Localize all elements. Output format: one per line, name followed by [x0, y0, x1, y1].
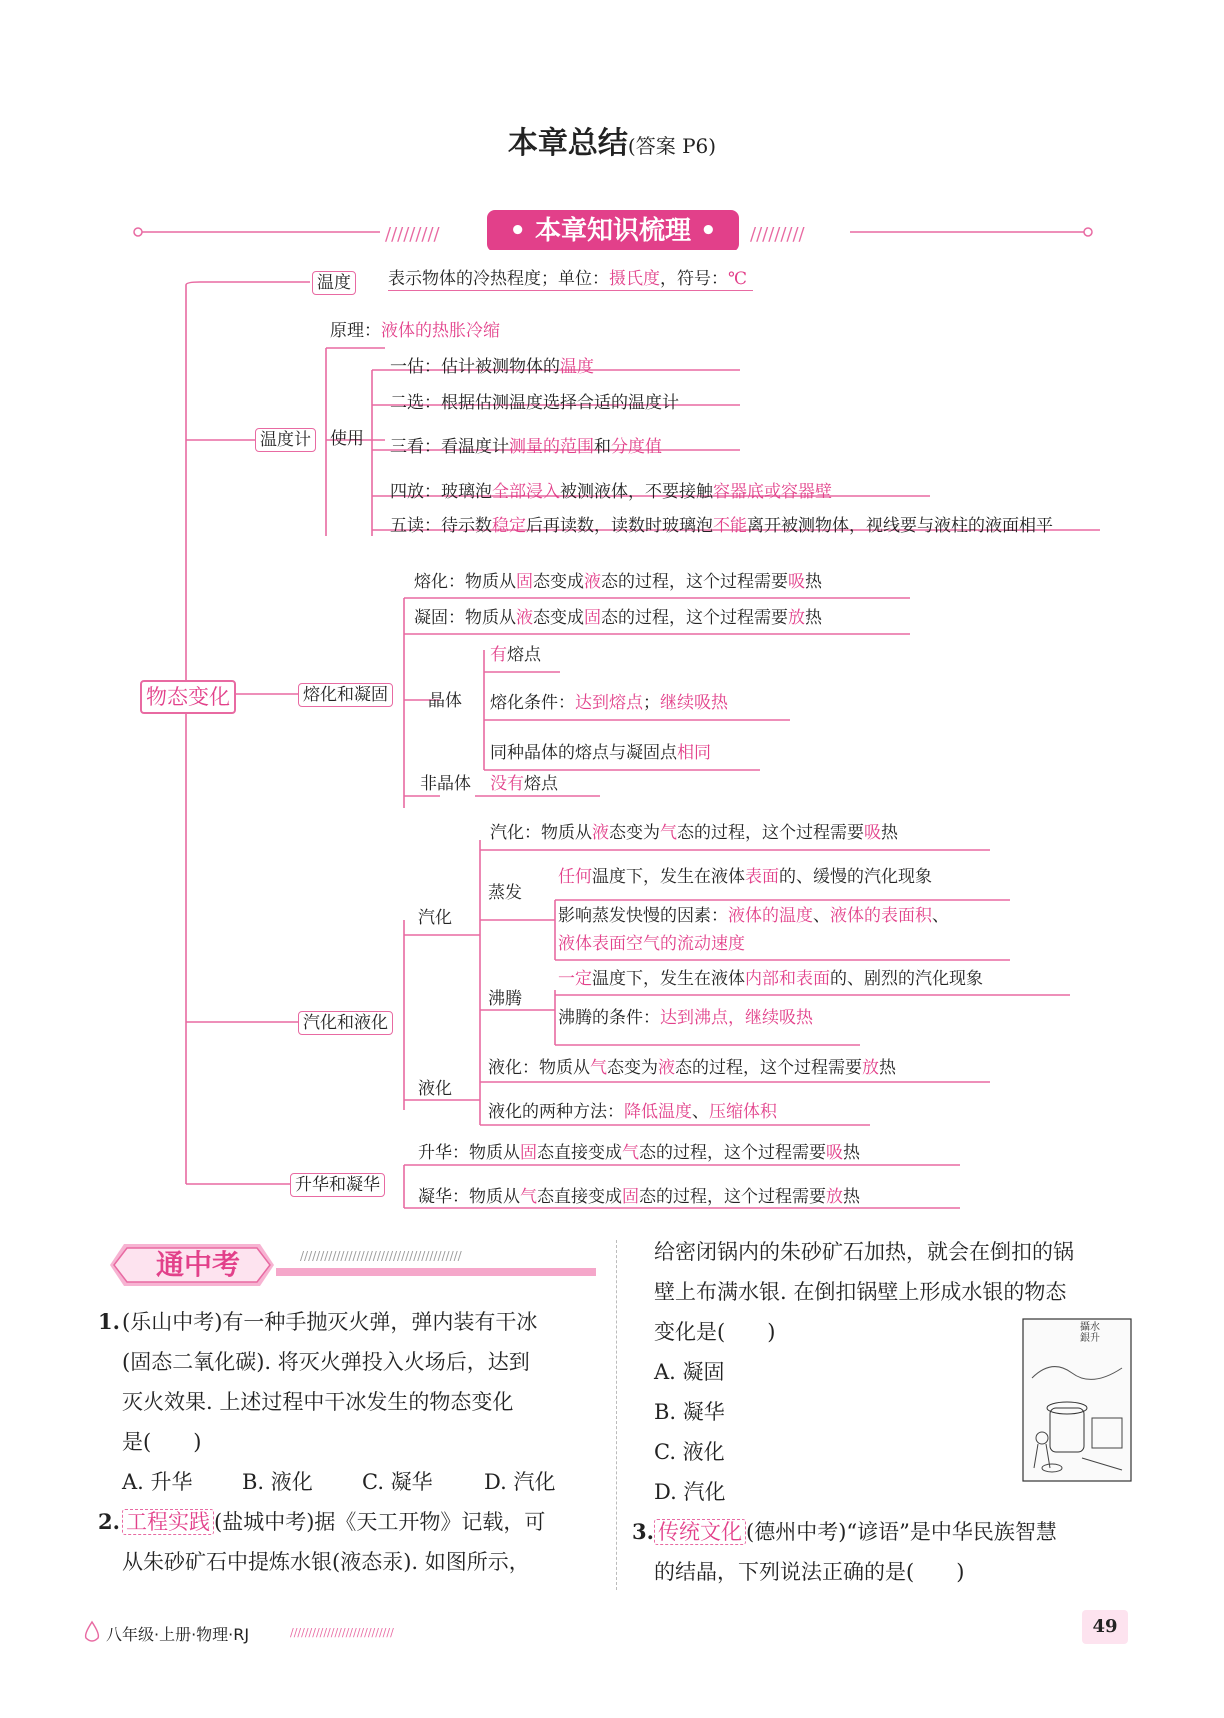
sublimation-def: 升华：物质从固态直接变成气态的过程，这个过程需要吸热	[418, 1143, 860, 1163]
q1-option-a[interactable]: A. 升华	[122, 1470, 193, 1494]
page-title: 本章总结(答案 P6)	[507, 126, 717, 161]
page-number: 49	[1082, 1610, 1128, 1644]
node-sublimation-deposition: 升华和凝华	[290, 1173, 385, 1197]
q3-line1: 传统文化 (德州中考)“谚语”是中华民族智慧	[654, 1512, 1057, 1552]
temperature-desc: 表示物体的冷热程度；单位：摄氏度，符号：℃	[388, 268, 753, 291]
melting-def: 熔化：物质从固态变成液态的过程，这个过程需要吸热	[414, 572, 822, 592]
thermometer-step5: 五读：待示数稳定后再读数，读数时玻璃泡不能离开被测物体，视线要与液柱的液面相平	[390, 516, 1053, 536]
q1-line3: 灭火效果. 上述过程中干冰发生的物态变化	[122, 1390, 514, 1414]
q1-line2: (固态二氧化碳). 将灭火弹投入火场后，达到	[122, 1350, 530, 1374]
q2-option-c[interactable]: C. 液化	[654, 1440, 725, 1464]
solidification-def: 凝固：物质从液态变成固态的过程，这个过程需要放热	[414, 608, 822, 628]
evaporation-def: 任何温度下，发生在液体表面的、缓慢的汽化现象	[558, 867, 932, 887]
q2-line5: 变化是( )	[654, 1320, 776, 1344]
thermometer-step2: 二选：根据估测温度选择合适的温度计	[390, 393, 679, 413]
liquefaction-methods: 液化的两种方法：降低温度、压缩体积	[488, 1102, 777, 1122]
q1-option-d[interactable]: D. 汽化	[484, 1470, 556, 1494]
root-node: 物态变化	[140, 680, 236, 714]
noncrystal-point: 没有熔点	[490, 774, 558, 794]
evaporation-factor3: 液体表面空气的流动速度	[558, 934, 745, 954]
q2-line4: 壁上布满水银. 在倒扣锅壁上形成水银的物态	[654, 1280, 1067, 1304]
q1-option-c[interactable]: C. 凝华	[362, 1470, 433, 1494]
boiling-label: 沸腾	[488, 989, 522, 1009]
crystal-label: 晶体	[428, 691, 462, 711]
thermometer-step4: 四放：玻璃泡全部浸入被测液体，不要接触容器底或容器壁	[390, 482, 832, 502]
exam-banner: 通中考	[155, 1248, 240, 1281]
node-temperature: 温度	[312, 271, 356, 295]
vaporization-label: 汽化	[418, 908, 452, 928]
q2-line3: 给密闭锅内的朱砂矿石加热，就会在倒扣的锅	[654, 1240, 1074, 1264]
vaporization-def: 汽化：物质从液态变为气态的过程，这个过程需要吸热	[490, 823, 898, 843]
mercury-extraction-illustration	[1022, 1318, 1132, 1482]
q2-number: 2.	[98, 1509, 120, 1534]
liquefaction-def: 液化：物质从气态变为液态的过程，这个过程需要放热	[488, 1058, 896, 1078]
thermometer-step1: 一估：估计被测物体的温度	[390, 357, 594, 377]
footer-book: 八年级·上册·物理·RJ	[106, 1625, 250, 1644]
crystal-point3: 同种晶体的熔点与凝固点相同	[490, 743, 711, 763]
boiling-condition: 沸腾的条件：达到沸点，继续吸热	[558, 1008, 813, 1028]
q2-option-d[interactable]: D. 汽化	[654, 1480, 726, 1504]
q1-line4: 是( )	[122, 1430, 202, 1454]
thermometer-principle: 原理：液体的热胀冷缩	[330, 321, 500, 341]
deposition-def: 凝华：物质从气态直接变成固态的过程，这个过程需要放热	[418, 1187, 860, 1207]
thermometer-use: 使用	[330, 429, 364, 449]
q1-line1: (乐山中考)有一种手抛灭火弹，弹内装有干冰	[122, 1310, 538, 1334]
q3-number: 3.	[632, 1519, 654, 1544]
evaporation-factors: 影响蒸发快慢的因素：液体的温度、液体的表面积、	[558, 906, 949, 926]
evaporation-label: 蒸发	[488, 883, 522, 903]
crystal-point2: 熔化条件：达到熔点；继续吸热	[490, 693, 728, 713]
noncrystal-label: 非晶体	[420, 774, 471, 794]
q2-option-b[interactable]: B. 凝华	[654, 1400, 725, 1424]
q2-line1: 工程实践 (盐城中考)据《天工开物》记载，可	[122, 1502, 545, 1542]
node-thermometer: 温度计	[255, 428, 316, 452]
q2-option-a[interactable]: A. 凝固	[654, 1360, 725, 1384]
node-vaporization-liquefaction: 汽化和液化	[298, 1011, 393, 1035]
q1-option-b[interactable]: B. 液化	[242, 1470, 313, 1494]
footer-drop-icon	[82, 1620, 102, 1644]
boiling-def: 一定温度下，发生在液体内部和表面的、剧烈的汽化现象	[558, 969, 983, 989]
q1-number: 1.	[98, 1309, 120, 1334]
thermometer-step3: 三看：看温度计测量的范围和分度值	[390, 437, 662, 457]
svg-text://///////: /////////	[385, 224, 440, 245]
illustration-caption: 攝水銀升	[1080, 1322, 1100, 1344]
footer-hatch: ////////////////////////////	[290, 1626, 394, 1639]
column-divider	[616, 1240, 617, 1590]
q2-line2: 从朱砂矿石中提炼水银(液态汞). 如图所示，	[122, 1550, 530, 1574]
svg-text://////////////////////////////: ////////////////////////////////////////	[300, 1249, 462, 1263]
section-banner: • 本章知识梳理 •	[509, 216, 717, 246]
svg-text://///////: /////////	[750, 224, 805, 245]
crystal-point1: 有熔点	[490, 645, 541, 665]
liquefaction-label: 液化	[418, 1079, 452, 1099]
q3-line2: 的结晶，下列说法正确的是( )	[654, 1560, 965, 1584]
node-melting-solidification: 熔化和凝固	[298, 683, 393, 707]
